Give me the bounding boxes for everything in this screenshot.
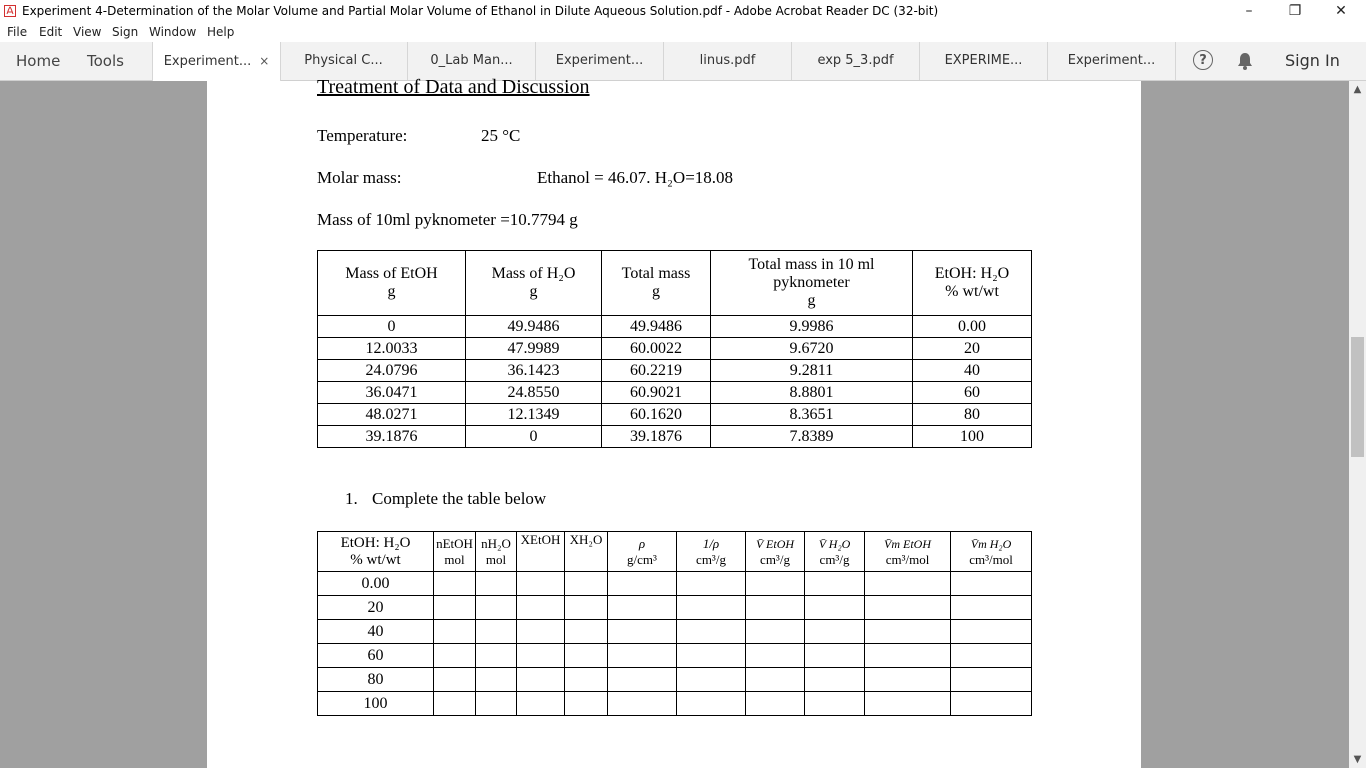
instruction-number: 1. <box>345 489 358 508</box>
col-vm-etoh: V̄m EtOH cm³/mol <box>865 532 951 572</box>
col-total-mass: Total mass g <box>602 251 711 316</box>
title-bar <box>0 0 1366 23</box>
col-x-water: XH₂O <box>565 532 608 572</box>
tab-label: Physical C... <box>304 53 383 68</box>
tab-document-4[interactable] <box>536 42 664 80</box>
tab-label: Experiment... <box>1067 53 1156 68</box>
table-row <box>318 596 1032 620</box>
table-cell: 39.1876 <box>602 426 711 448</box>
table-row <box>318 316 1032 338</box>
help-icon[interactable]: ? <box>1193 50 1213 70</box>
table-cell: 47.9989 <box>466 338 602 360</box>
table-cell: 0 <box>318 316 466 338</box>
table-cell: 20 <box>913 338 1032 360</box>
tab-label: 0_Lab Man... <box>430 53 513 68</box>
menu-window[interactable]: Window <box>149 25 197 39</box>
vertical-scrollbar[interactable] <box>1349 81 1366 768</box>
window-title: Experiment 4-Determination of the Molar Volume and Partial Molar Volume of Ethanol in Dilute Aqueous Solution.pdf - Adobe Acrobat Reader DC (32-bit) <box>22 4 939 18</box>
table-cell: 7.8389 <box>711 426 913 448</box>
table-cell: 9.9986 <box>711 316 913 338</box>
table-cell: 9.2811 <box>711 360 913 382</box>
acrobat-icon <box>4 5 16 17</box>
table-row <box>318 338 1032 360</box>
table-cell: 36.0471 <box>318 382 466 404</box>
table-cell: 60.2219 <box>602 360 711 382</box>
table-cell: 100 <box>318 692 434 716</box>
nav-tools[interactable]: Tools <box>87 52 124 70</box>
table-cell: 60.1620 <box>602 404 711 426</box>
col-v-water: V̄ H₂O cm³/g <box>805 532 865 572</box>
col-density: ρ g/cm³ <box>608 532 677 572</box>
col-inverse-density: 1/ρ cm³/g <box>677 532 746 572</box>
table-row <box>318 404 1032 426</box>
tab-document-3[interactable] <box>408 42 536 80</box>
scroll-down-icon[interactable]: ▼ <box>1353 754 1362 765</box>
table-cell: 8.8801 <box>711 382 913 404</box>
table-cell: 36.1423 <box>466 360 602 382</box>
menu-view[interactable]: View <box>73 25 102 39</box>
col-n-etoh: nEtOH mol <box>434 532 476 572</box>
col-n-water: nH₂O mol <box>476 532 517 572</box>
table-cell: 24.0796 <box>318 360 466 382</box>
molar-mass-label: Molar mass: <box>317 168 402 187</box>
col-wt-percent: EtOH: H₂O % wt/wt <box>913 251 1032 316</box>
section-heading: Treatment of Data and Discussion <box>317 76 590 98</box>
restore-button[interactable]: ❐ <box>1288 3 1302 19</box>
col-x-etoh: XEtOH <box>517 532 565 572</box>
table-cell: 40 <box>318 620 434 644</box>
bell-icon[interactable] <box>1235 51 1255 71</box>
table-cell: 0 <box>466 426 602 448</box>
scroll-thumb[interactable] <box>1351 337 1364 457</box>
table-header-row <box>318 532 1032 572</box>
tab-label: linus.pdf <box>699 53 756 68</box>
temperature-value: 25 °C <box>481 126 521 145</box>
col-v-etoh: V̄ EtOH cm³/g <box>746 532 805 572</box>
table-row <box>318 668 1032 692</box>
nav-home[interactable]: Home <box>16 52 61 70</box>
table-cell: 60.9021 <box>602 382 711 404</box>
table-row <box>318 382 1032 404</box>
table-row <box>318 572 1032 596</box>
tab-document-1[interactable] <box>152 42 281 82</box>
table-cell: 100 <box>913 426 1032 448</box>
table-cell: 49.9486 <box>466 316 602 338</box>
tab-label: Experiment... <box>163 54 252 69</box>
close-tab-icon[interactable]: × <box>259 54 270 68</box>
tab-document-5[interactable] <box>664 42 792 80</box>
table-cell: 60 <box>913 382 1032 404</box>
tab-bar <box>0 42 1366 81</box>
table-cell: 12.1349 <box>466 404 602 426</box>
tab-document-8[interactable] <box>1048 42 1176 80</box>
table-row <box>318 360 1032 382</box>
table-cell: 48.0271 <box>318 404 466 426</box>
table-cell: 39.1876 <box>318 426 466 448</box>
table-cell: 12.0033 <box>318 338 466 360</box>
tab-label: exp 5_3.pdf <box>817 53 894 68</box>
table-cell: 49.9486 <box>602 316 711 338</box>
tab-document-7[interactable] <box>920 42 1048 80</box>
menu-sign[interactable]: Sign <box>112 25 139 39</box>
col-vm-water: V̄m H₂O cm³/mol <box>951 532 1032 572</box>
col-mass-etoh: Mass of EtOH g <box>318 251 466 316</box>
mass-data-table <box>317 250 1032 448</box>
table-cell: 80 <box>913 404 1032 426</box>
menu-bar <box>0 23 1366 42</box>
pyknometer-mass: Mass of 10ml pyknometer =10.7794 g <box>317 210 578 229</box>
pdf-page <box>207 76 1141 768</box>
table-row <box>318 692 1032 716</box>
results-table <box>317 531 1032 716</box>
document-viewer[interactable] <box>0 76 1366 768</box>
instruction-text: Complete the table below <box>372 489 547 508</box>
table-cell: 40 <box>913 360 1032 382</box>
tab-label: Experiment... <box>555 53 644 68</box>
table-cell: 20 <box>318 596 434 620</box>
table-header-row <box>318 251 1032 316</box>
col-mass-water: Mass of H₂O g <box>466 251 602 316</box>
col-wt-percent: EtOH: H₂O % wt/wt <box>318 532 434 572</box>
table-row <box>318 644 1032 668</box>
table-row <box>318 620 1032 644</box>
table-cell: 60.0022 <box>602 338 711 360</box>
col-total-mass-pyknometer: Total mass in 10 ml pyknometer g <box>711 251 913 316</box>
table-cell: 60 <box>318 644 434 668</box>
tab-document-6[interactable] <box>792 42 920 80</box>
sign-in-button[interactable]: Sign In <box>1285 51 1340 70</box>
temperature-label: Temperature: <box>317 126 408 145</box>
table-cell: 80 <box>318 668 434 692</box>
table-cell: 8.3651 <box>711 404 913 426</box>
tab-label: EXPERIME... <box>944 53 1023 68</box>
table-cell: 0.00 <box>318 572 434 596</box>
molar-mass-value: Ethanol = 46.07. H₂O=18.08 <box>537 168 734 187</box>
tab-document-2[interactable] <box>280 42 408 80</box>
table-row <box>318 426 1032 448</box>
minimize-button[interactable]: – <box>1245 3 1253 19</box>
menu-edit[interactable]: Edit <box>39 25 63 39</box>
table-cell: 24.8550 <box>466 382 602 404</box>
menu-file[interactable]: File <box>7 25 28 39</box>
menu-help[interactable]: Help <box>207 25 235 39</box>
table-cell: 9.6720 <box>711 338 913 360</box>
close-window-button[interactable]: ✕ <box>1335 3 1347 19</box>
scroll-up-icon[interactable]: ▲ <box>1353 84 1362 95</box>
table-cell: 0.00 <box>913 316 1032 338</box>
